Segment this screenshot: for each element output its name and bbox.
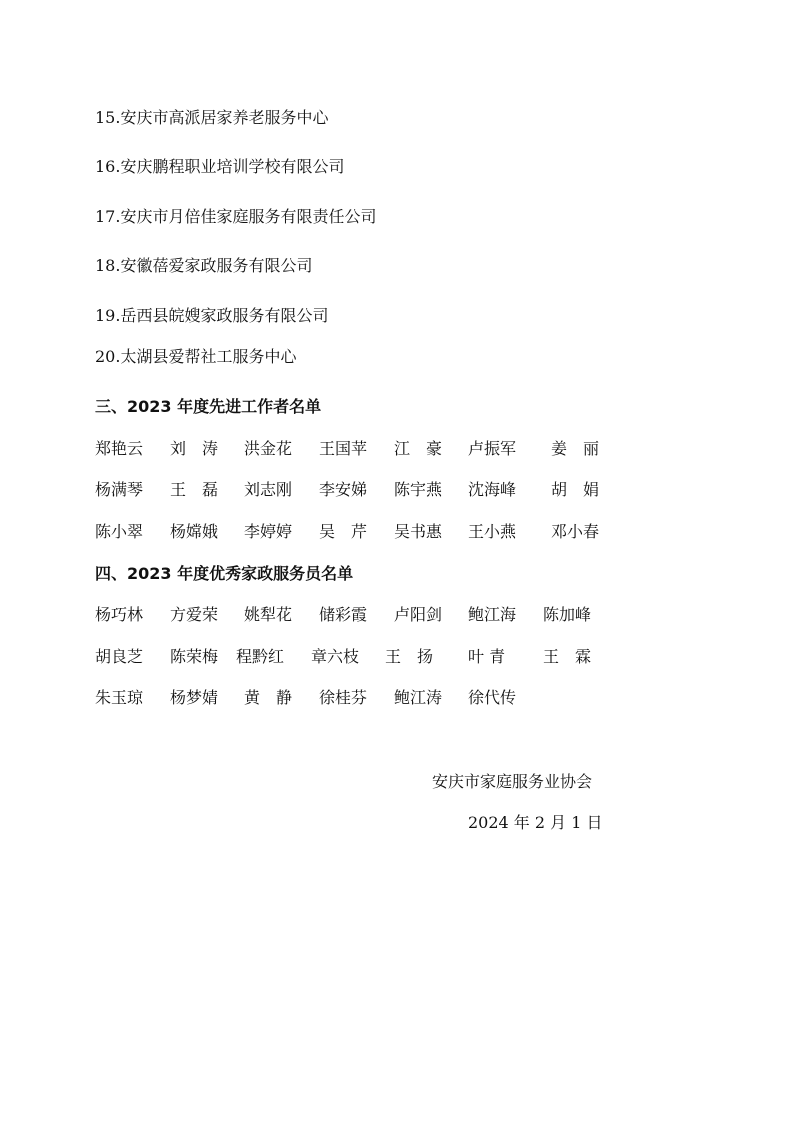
person-name: 方爱荣 (170, 605, 219, 624)
person-name: 吴书惠 (394, 522, 443, 541)
list-item: 18.安徽蓓爱家政服务有限公司 (95, 256, 313, 275)
person-name: 杨梦婧 (170, 688, 219, 707)
person-name: 李安娣 (319, 480, 368, 499)
person-name: 胡良芝 (95, 647, 144, 666)
person-name: 陈荣梅 (170, 647, 219, 666)
person-name: 沈海峰 (468, 480, 517, 499)
section-heading: 三、2023 年度先进工作者名单 (95, 397, 322, 416)
person-name: 刘志刚 (244, 480, 293, 499)
person-name: 王 扬 (385, 647, 434, 666)
person-name: 陈宇燕 (394, 480, 443, 499)
person-name: 姜 丽 (551, 439, 600, 458)
person-name: 鲍江海 (468, 605, 517, 624)
person-name: 程黔红 (236, 647, 285, 666)
signature-date: 2024 年 2 月 1 日 (468, 813, 603, 832)
signature-org: 安庆市家庭服务业协会 (432, 772, 593, 791)
person-name: 吴 芹 (319, 522, 368, 541)
person-name: 王国苹 (319, 439, 368, 458)
person-name: 刘 涛 (170, 439, 219, 458)
list-item: 17.安庆市月倍佳家庭服务有限责任公司 (95, 207, 377, 226)
section-heading: 四、2023 年度优秀家政服务员名单 (95, 564, 354, 583)
person-name: 胡 娟 (551, 480, 600, 499)
person-name: 郑艳云 (95, 439, 144, 458)
person-name: 王 磊 (170, 480, 219, 499)
person-name: 杨满琴 (95, 480, 144, 499)
person-name: 徐桂芬 (319, 688, 368, 707)
person-name: 朱玉琼 (95, 688, 144, 707)
person-name: 陈加峰 (543, 605, 592, 624)
person-name: 卢振军 (468, 439, 517, 458)
person-name: 王 霖 (543, 647, 592, 666)
list-item: 20.太湖县爱帮社工服务中心 (95, 347, 297, 366)
person-name: 杨巧林 (95, 605, 144, 624)
person-name: 叶 青 (468, 647, 506, 666)
person-name: 徐代传 (468, 688, 517, 707)
person-name: 章六枝 (311, 647, 360, 666)
person-name: 李婷婷 (244, 522, 293, 541)
list-item: 15.安庆市高派居家养老服务中心 (95, 108, 329, 127)
person-name: 黄 静 (244, 688, 293, 707)
person-name: 储彩霞 (319, 605, 368, 624)
person-name: 洪金花 (244, 439, 293, 458)
person-name: 鲍江涛 (394, 688, 443, 707)
person-name: 王小燕 (468, 522, 517, 541)
person-name: 杨嫦娥 (170, 522, 219, 541)
person-name: 卢阳剑 (394, 605, 443, 624)
person-name: 姚犁花 (244, 605, 293, 624)
list-item: 19.岳西县皖嫂家政服务有限公司 (95, 306, 329, 325)
person-name: 江 豪 (394, 439, 443, 458)
person-name: 陈小翠 (95, 522, 144, 541)
list-item: 16.安庆鹏程职业培训学校有限公司 (95, 157, 345, 176)
person-name: 邓小春 (551, 522, 600, 541)
